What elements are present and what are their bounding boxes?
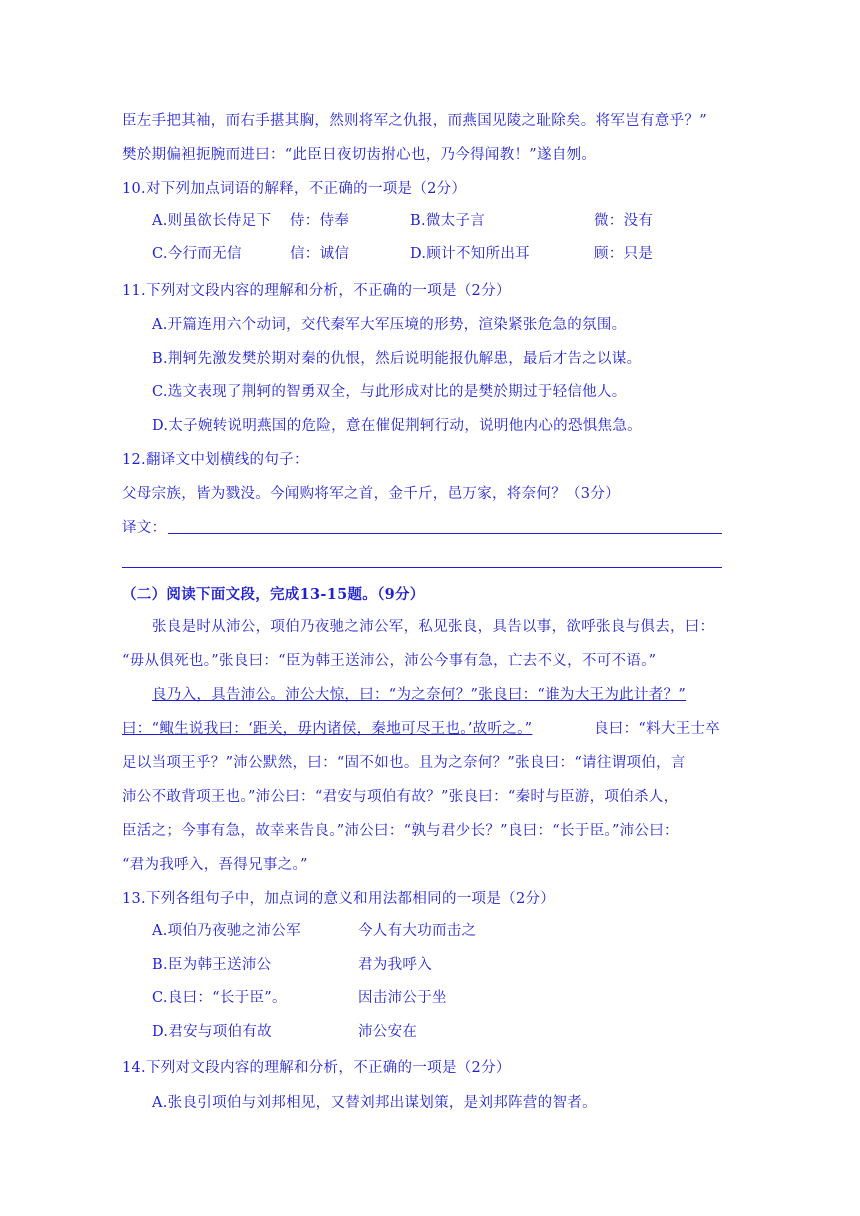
- q11-option-c: C.选文表现了荆轲的智勇双全，与此形成对比的是樊於期过于轻信他人。: [152, 384, 627, 400]
- question-11-stem: 11.下列对文段内容的理解和分析，不正确的一项是（2分）: [122, 283, 511, 299]
- answer-blank-line[interactable]: [122, 567, 722, 568]
- answer-blank-line[interactable]: [168, 533, 722, 534]
- q10-option-d: D.顾计不知所出耳: [410, 246, 530, 262]
- q10-option-b: B.微太子言: [410, 213, 486, 229]
- passage-line: 张良是时从沛公，项伯乃夜驰之沛公军，私见张良，具告以事，欲呼张良与俱去，曰：: [152, 619, 715, 635]
- q13-option-a-right: 今人有大功而击之: [358, 923, 477, 939]
- passage-line: 臣左手把其袖，而右手揕其胸，然则将军之仇报，而燕国见陵之耻除矣。将军岂有意乎？”: [122, 113, 707, 129]
- q10-option-a-gloss: 侍：侍奉: [290, 213, 350, 229]
- passage-line: 臣活之；今事有急，故幸来告良。”沛公曰：“孰与君少长？”良曰：“长于臣。”沛公曰：: [122, 823, 679, 839]
- passage-line: 沛公不敢背项王也。”沛公曰：“君安与项伯有故？”张良曰：“秦时与臣游，项伯杀人，: [122, 789, 679, 805]
- passage-line: 良曰：“料大王士卒: [594, 721, 721, 737]
- question-12-stem: 12.翻译文中划横线的句子：: [122, 452, 309, 468]
- q12-sentence: 父母宗族，皆为戮没。今闻购将军之首，金千斤，邑万家，将奈何？（3分）: [122, 486, 620, 502]
- q13-option-a-left: A.项伯乃夜驰之沛公军: [152, 923, 301, 939]
- q10-option-d-gloss: 顾：只是: [594, 246, 654, 262]
- passage-line: 足以当项王乎？”沛公默然，曰：“固不如也。且为之奈何？”张良曰：“请往谓项伯，言: [122, 755, 686, 771]
- q13-option-d-right: 沛公安在: [358, 1024, 418, 1040]
- underlined-sentence: 良乃入，具告沛公。沛公大惊，曰：“为之奈何？”张良曰：“谁为大王为此计者？”: [152, 687, 687, 703]
- passage-line: “毋从俱死也。”张良曰：“臣为韩王送沛公，沛公今事有急，亡去不义，不可不语。”: [122, 653, 657, 669]
- underlined-sentence: 曰：“鲰生说我曰：‘距关，毋内诸侯，秦地可尽王也。’故听之。”: [122, 721, 533, 737]
- q13-option-b-right: 君为我呼入: [358, 957, 432, 973]
- question-14-stem: 14.下列对文段内容的理解和分析，不正确的一项是（2分）: [122, 1060, 511, 1076]
- q13-option-b-left: B.臣为韩王送沛公: [152, 957, 272, 973]
- q13-option-c-right: 因击沛公于坐: [358, 990, 447, 1006]
- q10-option-c: C.今行而无信: [152, 246, 242, 262]
- passage-line: “君为我呼入，吾得兄事之。”: [122, 857, 308, 873]
- q12-answer-label: 译文：: [122, 520, 167, 536]
- q10-option-a: A.则虽欲长侍足下: [152, 213, 272, 229]
- section-2-heading: （二）阅读下面文段，完成13-15题。（9分）: [122, 586, 425, 603]
- q10-option-c-gloss: 信：诚信: [290, 246, 350, 262]
- passage-line: 樊於期偏袒扼腕而进曰：“此臣日夜切齿拊心也，乃今得闻教！”遂自刎。: [122, 147, 597, 163]
- q13-option-c-left: C.良曰：“长于臣”。: [152, 990, 287, 1006]
- q10-option-b-gloss: 微：没有: [594, 213, 654, 229]
- q11-option-d: D.太子婉转说明燕国的危险，意在催促荆轲行动，说明他内心的恐惧焦急。: [152, 418, 642, 434]
- q11-option-b: B.荆轲先激发樊於期对秦的仇恨，然后说明能报仇解患，最后才告之以谋。: [152, 351, 642, 367]
- question-13-stem: 13.下列各组句子中，加点词的意义和用法都相同的一项是（2分）: [122, 891, 556, 907]
- q11-option-a: A.开篇连用六个动词，交代秦军大军压境的形势，渲染紧张危急的氛围。: [152, 317, 627, 333]
- q14-option-a: A.张良引项伯与刘邦相见，又替刘邦出谋划策，是刘邦阵营的智者。: [152, 1095, 597, 1111]
- question-10-stem: 10.对下列加点词语的解释，不正确的一项是（2分）: [122, 181, 467, 197]
- q13-option-d-left: D.君安与项伯有故: [152, 1024, 272, 1040]
